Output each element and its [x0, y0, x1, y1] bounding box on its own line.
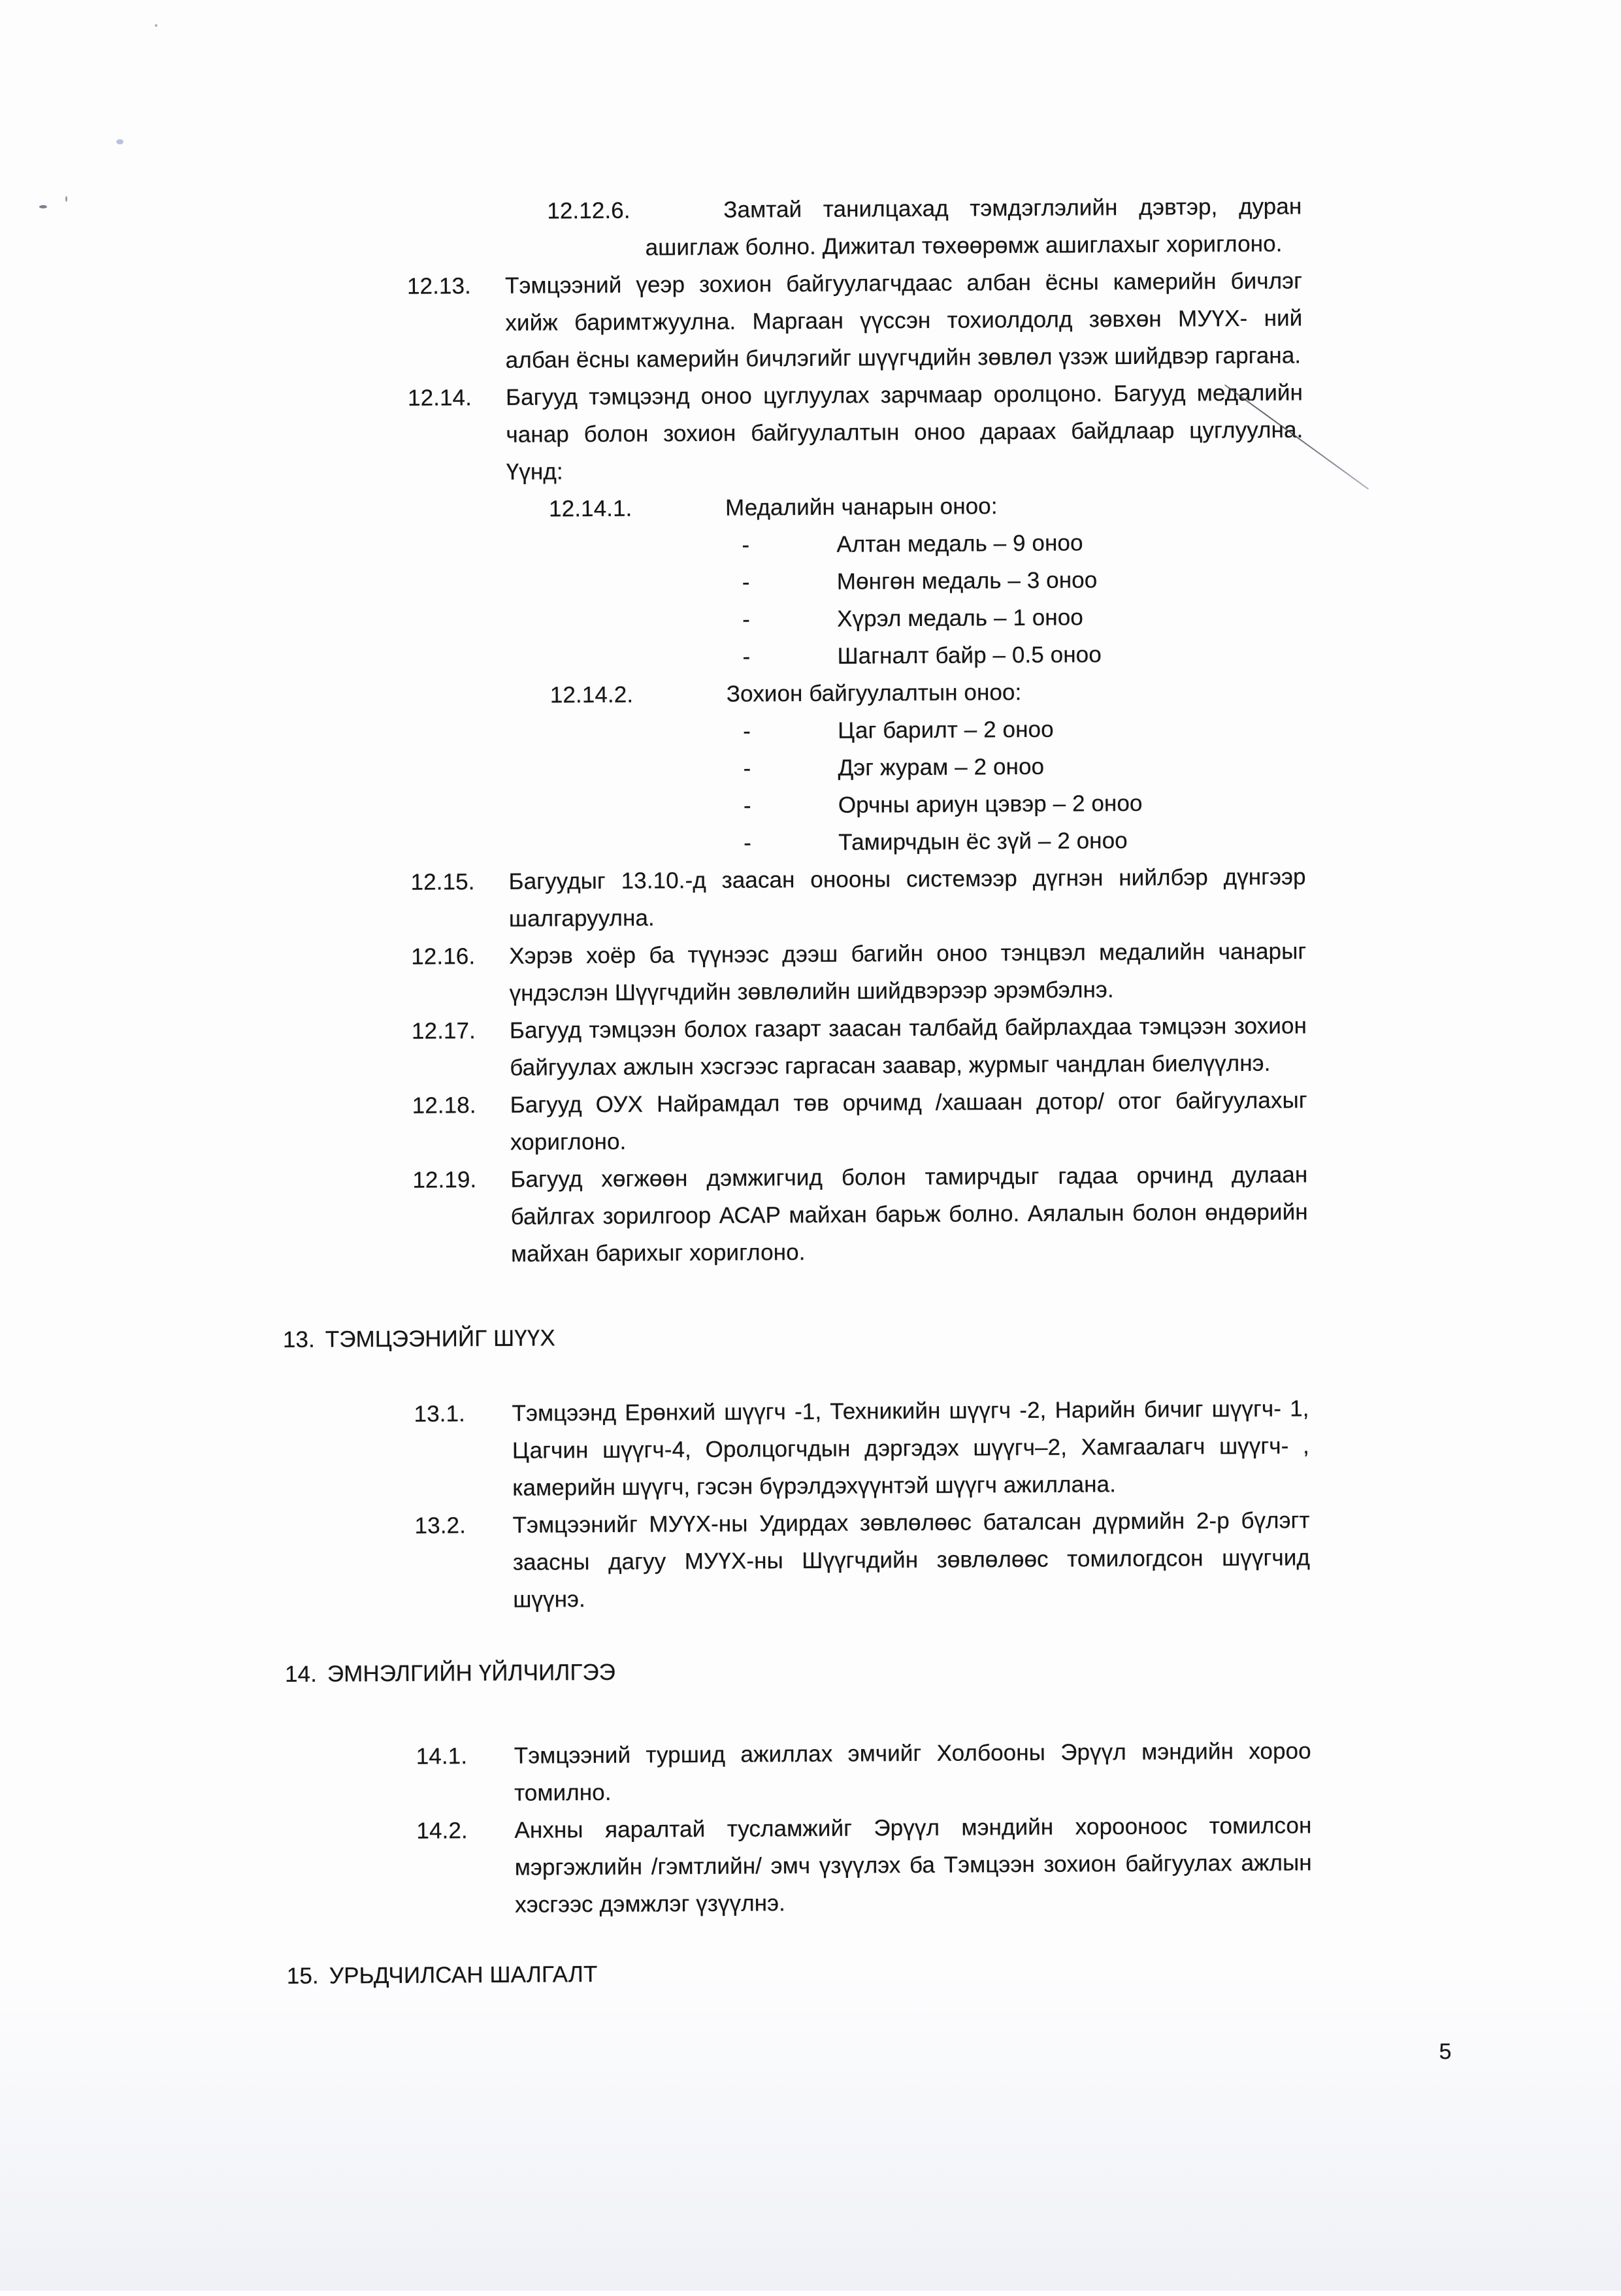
dash-marker: - [743, 755, 751, 781]
medal-score-list [742, 523, 1304, 675]
section-title: УРЬДЧИЛСАН ШАЛГАЛТ [329, 1961, 598, 1989]
clause-text: Тэмцээнд Ерөнхий шүүгч -1, Техникийн шүүгч -2, Нарийн бичиг шүүгч- 1, Цагчин шүүгч-4, Оролцогчдын дэргэдэх шүүгч–2, Хамгаалагч шүүгч- , камерийн шүүгч, гэсэн бүрэлдэхүүнтэй шүүгч ажиллана. [512, 1396, 1310, 1501]
clause-text: Медалийн чанарын оноо: [725, 493, 998, 521]
clause-text: Багуудыг 13.10.-д заасан онооны системээр дүгнэн нийлбэр дүнгээр шалгаруулна. [508, 864, 1306, 932]
clause-text: Багууд тэмцээн болох газарт заасан талбайд байрлахдаа тэмцээн зохион байгуулах ажлын хэсгээс гаргасан заавар, журмыг чандлан биелүүлнэ. [509, 1013, 1307, 1081]
list-item [742, 634, 1304, 675]
clause-12-15 [410, 858, 1306, 938]
clause-13-2 [414, 1501, 1310, 1618]
clause-text: Тэмцээнийг МУҮХ-ны Удирдах зөвлөлөөс баталсан дүрмийн 2-р бүлэгт заасны дагуу МУҮХ-ны Шүүгчдийн зөвлөлөөс томилогдсон шүүгчид шүүнэ. [512, 1507, 1311, 1613]
clause-13-1 [414, 1390, 1309, 1507]
clause-number: 12.17. [411, 1018, 476, 1044]
clause-number: 12.16. [411, 943, 476, 970]
clause-number: 12.18. [412, 1092, 476, 1119]
clause-12-12-6 [547, 188, 1302, 267]
clause-number: 14.2. [416, 1818, 468, 1844]
clause-12-14-2 [550, 672, 1305, 713]
list-item-text: Мөнгөн медаль – 3 оноо [836, 567, 1098, 595]
clause-12-18 [412, 1081, 1308, 1161]
clause-12-17 [412, 1007, 1307, 1087]
section-title: ЭМНЭЛГИЙН ҮЙЛЧИЛГЭЭ [327, 1659, 616, 1687]
clause-text: Зохион байгуулалтын оноо: [726, 680, 1022, 707]
section-number: 13. [282, 1326, 315, 1353]
list-item-text: Орчны ариун цэвэр – 2 оноо [838, 790, 1143, 818]
clause-number: 12.14.1. [548, 495, 632, 522]
list-item [742, 523, 1303, 563]
clause-number: 12.14.2. [549, 681, 634, 708]
clause-text: Багууд ОУХ Найрамдал төв орчимд /хашаан дотор/ отог байгуулахыг хориглоно. [510, 1087, 1307, 1155]
list-item-text: Шагналт байр – 0.5 оноо [837, 642, 1102, 669]
clause-12-13 [407, 262, 1303, 379]
section-heading-14 [285, 1649, 1311, 1693]
list-item-text: Хүрэл медаль – 1 оноо [837, 604, 1084, 632]
list-item [743, 746, 1305, 787]
clause-12-14-1 [549, 485, 1303, 527]
clause-number: 12.19. [412, 1167, 477, 1193]
clause-14-2 [416, 1807, 1312, 1924]
section-heading-15 [287, 1951, 1313, 1995]
scan-speck [65, 196, 67, 202]
dash-marker: - [743, 718, 751, 744]
clause-number: 12.13. [406, 273, 472, 299]
list-item-text: Цаг барилт – 2 оноо [838, 716, 1054, 744]
clause-12-19 [412, 1156, 1308, 1273]
clause-text: Тэмцээний туршид ажиллах эмчийг Холбооны Эрүүл мэндийн хороо томилно. [514, 1738, 1311, 1806]
clause-number: 13.1. [414, 1401, 466, 1427]
list-item-text: Алтан медаль – 9 оноо [836, 530, 1083, 557]
list-item [743, 709, 1305, 749]
dash-marker: - [742, 569, 750, 595]
list-item-text: Дэг журам – 2 оноо [838, 753, 1045, 781]
dash-marker: - [742, 532, 750, 558]
clause-number: 12.12.6. [547, 197, 630, 224]
dash-marker: - [743, 793, 751, 819]
list-item [744, 821, 1305, 861]
clause-number: 13.2. [414, 1513, 467, 1539]
clause-12-14 [408, 374, 1303, 491]
organization-score-list [743, 709, 1305, 861]
clause-text: Тэмцээний үеэр зохион байгуулагчдаас албан ёсны камерийн бичлэг хийж баримтжуулна. Маргаан үүссэн тохиолдолд зөвхөн МУҮХ- ний албан ёсны камерийн бичлэгийг шүүгчдийн зөвлөл үзэж шийдвэр гаргана. [504, 268, 1303, 373]
section-number: 15. [286, 1963, 319, 1989]
list-item-text: Тамирчдын ёс зүй – 2 оноо [838, 828, 1128, 855]
page-number: 5 [1439, 2039, 1452, 2065]
clause-number: 12.14. [407, 385, 472, 411]
scan-speck [39, 205, 47, 208]
clause-text: Хэрэв хоёр ба түүнээс дээш багийн оноо тэнцвэл медалийн чанарыг үндэслэн Шүүгчдийн зөвлөлийн шийдвэрээр эрэмбэлнэ. [509, 938, 1307, 1006]
list-item [742, 597, 1304, 638]
section-number: 14. [284, 1661, 318, 1687]
list-item [742, 560, 1304, 600]
clause-text: Багууд хөгжөөн дэмжигчид болон тамирчдыг гадаа орчинд дулаан байлгах зорилгоор АСАР майхан барьж болно. Аялалын болон өндөрийн майхан барихыг хориглоно. [510, 1162, 1308, 1267]
dash-marker: - [744, 830, 752, 856]
scan-speck [155, 24, 157, 27]
clause-text: Багууд тэмцээнд оноо цуглуулах зарчмаар оролцоно. Багууд медалийн чанар болон зохион байгуулалтын оноо дараах байдлаар цуглуулна. Үүнд: [505, 380, 1303, 485]
scan-speck [116, 139, 123, 144]
clause-12-16 [411, 932, 1307, 1012]
dash-marker: - [742, 644, 751, 670]
clause-14-1 [416, 1732, 1312, 1812]
section-title: ТЭМЦЭЭНИЙГ ШҮҮХ [325, 1325, 555, 1353]
dash-marker: - [742, 606, 751, 632]
clause-text: Замтай танилцахад тэмдэглэлийн дэвтэр, дуран ашиглаж болно. Дижитал төхөөрөмж ашиглахыг хориглоно. [645, 193, 1302, 261]
clause-text: Анхны яаралтай тусламжийг Эрүүл мэндийн хорооноос томилсон мэргэжлийн /гэмтлийн/ эмч үзүүлэх ба Тэмцээн зохион байгуулах ажлын хэсгээс дэмжлэг үзүүлнэ. [514, 1812, 1312, 1918]
section-heading-13 [283, 1315, 1309, 1358]
list-item [744, 783, 1305, 824]
clause-number: 14.1. [416, 1743, 468, 1769]
clause-number: 12.15. [410, 869, 475, 895]
